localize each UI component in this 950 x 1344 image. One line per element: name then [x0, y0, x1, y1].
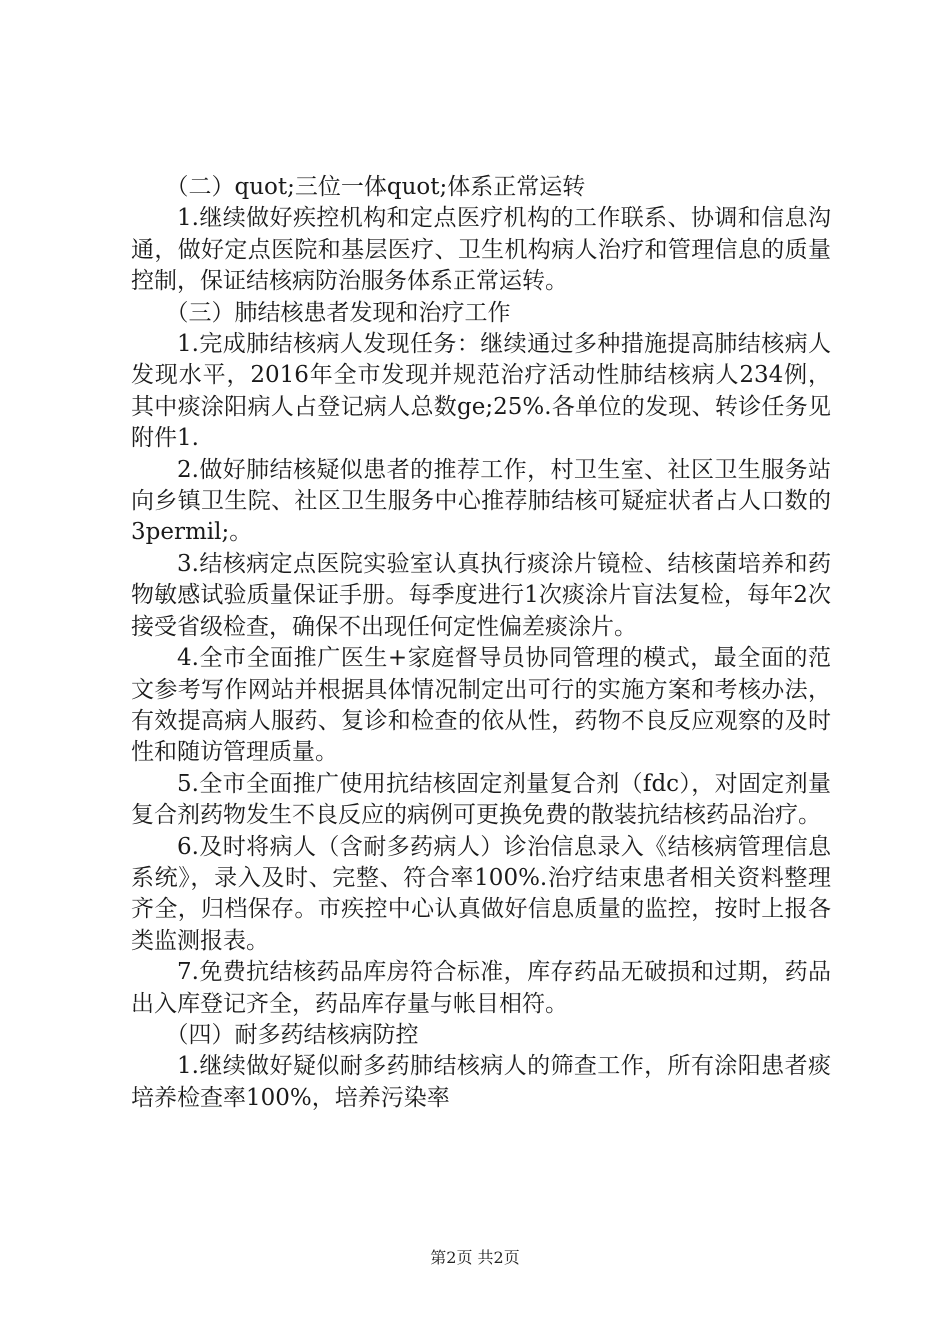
paragraph-3-1: 1.完成肺结核病人发现任务：继续通过多种措施提高肺结核病人发现水平，2016年全市发现并规范治疗活动性肺结核病人234例，其中痰涂阳病人占登记病人总数ge;25%.各单位的发现、转诊任务见附件1.: [131, 331, 831, 452]
paragraph-3-3: 3.结核病定点医院实验室认真执行痰涂片镜检、结核菌培养和药物敏感试验质量保证手册。每季度进行1次痰涂片盲法复检，每年2次接受省级检查，确保不出现任何定性偏差痰涂片。: [131, 550, 831, 640]
paragraph-3-6: 6.及时将病人（含耐多药病人）诊治信息录入《结核病管理信息系统》，录入及时、完整、符合率100%.治疗结束患者相关资料整理齐全，归档保存。市疾控中心认真做好信息质量的监控，按时上报各类监测报表。: [131, 833, 831, 954]
paragraph-3-7: 7.免费抗结核药品库房符合标准，库存药品无破损和过期，药品出入库登记齐全，药品库存量与帐目相符。: [131, 959, 831, 1017]
paragraph-2-1: 1.继续做好疾控机构和定点医疗机构的工作联系、协调和信息沟通，做好定点医院和基层医疗、卫生机构病人治疗和管理信息的质量控制，保证结核病防治服务体系正常运转。: [131, 205, 831, 295]
section-heading-2: （二）quot;三位一体quot;体系正常运转: [165, 174, 586, 200]
section-heading-3: （三）肺结核患者发现和治疗工作: [165, 299, 511, 326]
section-heading-4: （四）耐多药结核病防控: [165, 1021, 419, 1048]
paragraph-4-1: 1.继续做好疑似耐多药肺结核病人的筛查工作，所有涂阳患者痰培养检查率100%，培养污染率: [131, 1053, 831, 1111]
paragraph-3-4: 4.全市全面推广医生+家庭督导员协同管理的模式，最全面的范文参考写作网站并根据具体情况制定出可行的实施方案和考核办法，有效提高病人服药、复诊和检查的依从性，药物不良反应观察的及时性和随访管理质量。: [131, 645, 831, 766]
document-body: [131, 172, 831, 1114]
page-number-footer: 第2页 共2页: [430, 1248, 520, 1267]
paragraph-3-5: 5.全市全面推广使用抗结核固定剂量复合剂（fdc），对固定剂量复合剂药物发生不良反应的病例可更换免费的散装抗结核药品治疗。: [131, 770, 831, 829]
paragraph-3-2: 2.做好肺结核疑似患者的推荐工作，村卫生室、社区卫生服务站向乡镇卫生院、社区卫生服务中心推荐肺结核可疑症状者占人口数的3permil;。: [131, 456, 831, 546]
